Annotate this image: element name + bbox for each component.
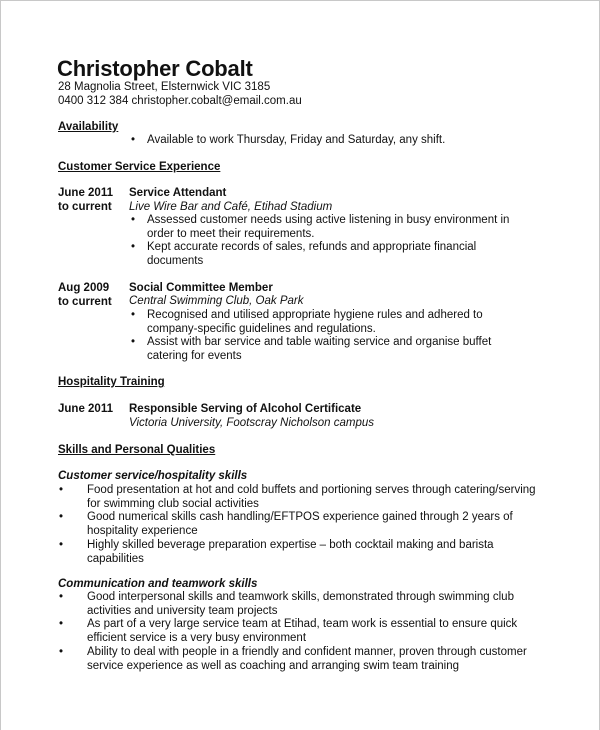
list-item-text: Good numerical skills cash handling/EFTPOS experience gained through 2 years of hospitality experience bbox=[87, 511, 513, 538]
list-item-text: Good interpersonal skills and teamwork skills, demonstrated through swimming club activities and university team projects bbox=[87, 591, 514, 617]
date-from: Aug 2009 bbox=[58, 282, 110, 294]
skill-list bbox=[59, 591, 537, 673]
job-duties-list bbox=[131, 214, 527, 269]
job-duties-list bbox=[131, 309, 527, 364]
training-provider: Victoria University, Footscray Nicholson campus bbox=[129, 417, 374, 429]
training-course: Responsible Serving of Alcohol Certificate bbox=[129, 403, 362, 415]
skills-heading: Skills and Personal Qualities bbox=[58, 444, 216, 456]
phone-email-line: 0400 312 384 christopher.cobalt@email.com.au bbox=[58, 95, 302, 107]
list-item bbox=[59, 511, 537, 538]
bullet-icon: • bbox=[131, 336, 136, 349]
list-item bbox=[59, 591, 537, 618]
bullet-icon: • bbox=[59, 591, 64, 603]
bullet-icon: • bbox=[131, 241, 136, 254]
bullet-icon: • bbox=[131, 309, 136, 321]
list-item-text: Assist with bar service and table waiting service and organise buffet catering for events bbox=[147, 336, 492, 363]
availability-list bbox=[131, 134, 527, 148]
bullet-icon: • bbox=[59, 645, 64, 658]
bullet-icon: • bbox=[59, 511, 64, 524]
job-organisation: Central Swimming Club, Oak Park bbox=[129, 295, 304, 307]
job-role: Service Attendant bbox=[129, 187, 227, 199]
customer-service-heading: Customer Service Experience bbox=[58, 161, 221, 173]
list-item bbox=[59, 645, 537, 673]
availability-heading: Availability bbox=[58, 121, 119, 133]
bullet-icon: • bbox=[131, 134, 136, 146]
training-date: June 2011 bbox=[58, 403, 113, 415]
address-line: 28 Magnolia Street, Elsternwick VIC 3185 bbox=[58, 81, 271, 93]
skill-group-title: Customer service/hospitality skills bbox=[58, 470, 248, 482]
skill-list bbox=[59, 484, 537, 566]
bullet-icon: • bbox=[131, 214, 136, 226]
list-item-text: Highly skilled beverage preparation expertise – both cocktail making and barista capabilities bbox=[87, 538, 494, 565]
list-item bbox=[131, 214, 527, 241]
job-dates bbox=[58, 187, 113, 214]
date-from: June 2011 bbox=[58, 187, 113, 199]
list-item-text: Kept accurate records of sales, refunds and appropriate financial documents bbox=[147, 241, 477, 268]
hospitality-training-heading: Hospitality Training bbox=[58, 376, 165, 388]
date-to: to current bbox=[58, 295, 112, 308]
skill-group-title: Communication and teamwork skills bbox=[58, 578, 258, 590]
list-item-text: Recognised and utilised appropriate hygiene rules and adhered to company-specific guidelines and regulations. bbox=[147, 309, 483, 335]
list-item-text: As part of a very large service team at Etihad, team work is essential to ensure quick efficient service is a very busy environment bbox=[87, 618, 518, 645]
list-item-text: Ability to deal with people in a friendly and confident manner, proven through customer service experience as well as coaching and arranging swim team training bbox=[87, 645, 527, 672]
list-item bbox=[131, 309, 527, 336]
job-role: Social Committee Member bbox=[129, 282, 273, 294]
bullet-icon: • bbox=[59, 484, 64, 496]
list-item-text: Assessed customer needs using active listening in busy environment in order to meet their requirements. bbox=[147, 214, 510, 240]
job-dates bbox=[58, 282, 112, 309]
date-to: to current bbox=[58, 200, 112, 213]
list-item-text: Available to work Thursday, Friday and Saturday, any shift. bbox=[147, 134, 446, 146]
bullet-icon: • bbox=[59, 538, 64, 551]
list-item-text: Food presentation at hot and cold buffets and portioning serves through catering/serving for swimming club social activities bbox=[87, 484, 536, 510]
bullet-icon: • bbox=[59, 618, 64, 631]
list-item bbox=[131, 241, 527, 268]
list-item bbox=[131, 336, 527, 363]
list-item bbox=[59, 618, 537, 645]
job-organisation: Live Wire Bar and Café, Etihad Stadium bbox=[129, 201, 333, 213]
candidate-name: Christopher Cobalt bbox=[57, 56, 253, 81]
list-item bbox=[59, 538, 537, 566]
list-item bbox=[59, 484, 537, 511]
list-item bbox=[131, 134, 527, 148]
